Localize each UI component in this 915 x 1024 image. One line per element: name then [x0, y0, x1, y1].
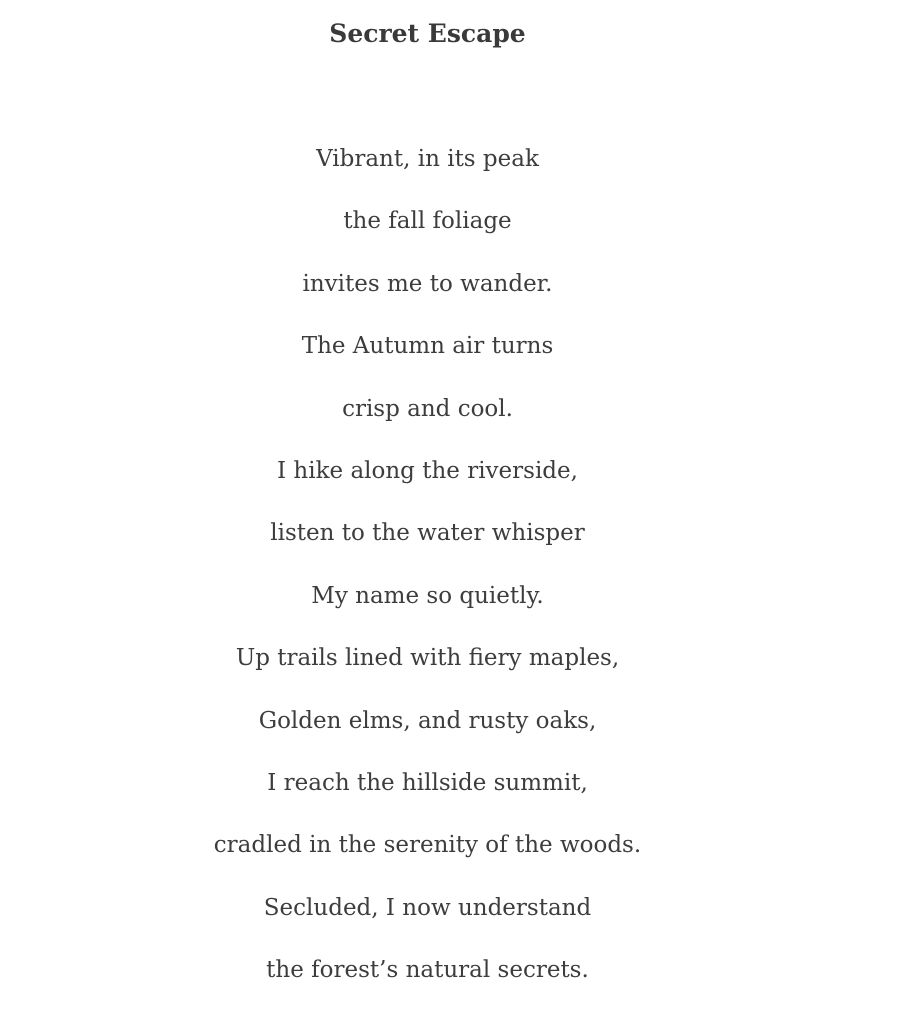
poem-line: Golden elms, and rusty oaks, — [258, 707, 597, 734]
poem-line: I reach the hillside summit, — [267, 769, 588, 796]
poem-line: the forest’s natural secrets. — [266, 957, 589, 984]
poem-line: My name so quietly. — [311, 582, 544, 609]
poem-body — [0, 138, 855, 1011]
poem-line: listen to the water whisper — [270, 520, 585, 547]
poem-line: invites me to wander. — [302, 270, 553, 297]
poem-line: crisp and cool. — [342, 395, 513, 422]
poem-title: Secret Escape — [329, 19, 526, 48]
poem-line: the fall foliage — [343, 208, 512, 235]
poem-line: The Autumn air turns — [301, 333, 554, 360]
poem-line: I hike along the riverside, — [277, 457, 578, 484]
poem-line: cradled in the serenity of the woods. — [213, 832, 642, 859]
poem-line: Secluded, I now understand — [263, 894, 592, 921]
poem-line: Vibrant, in its peak — [316, 146, 539, 172]
poem-line: Up trails lined with fiery maples, — [235, 645, 620, 672]
